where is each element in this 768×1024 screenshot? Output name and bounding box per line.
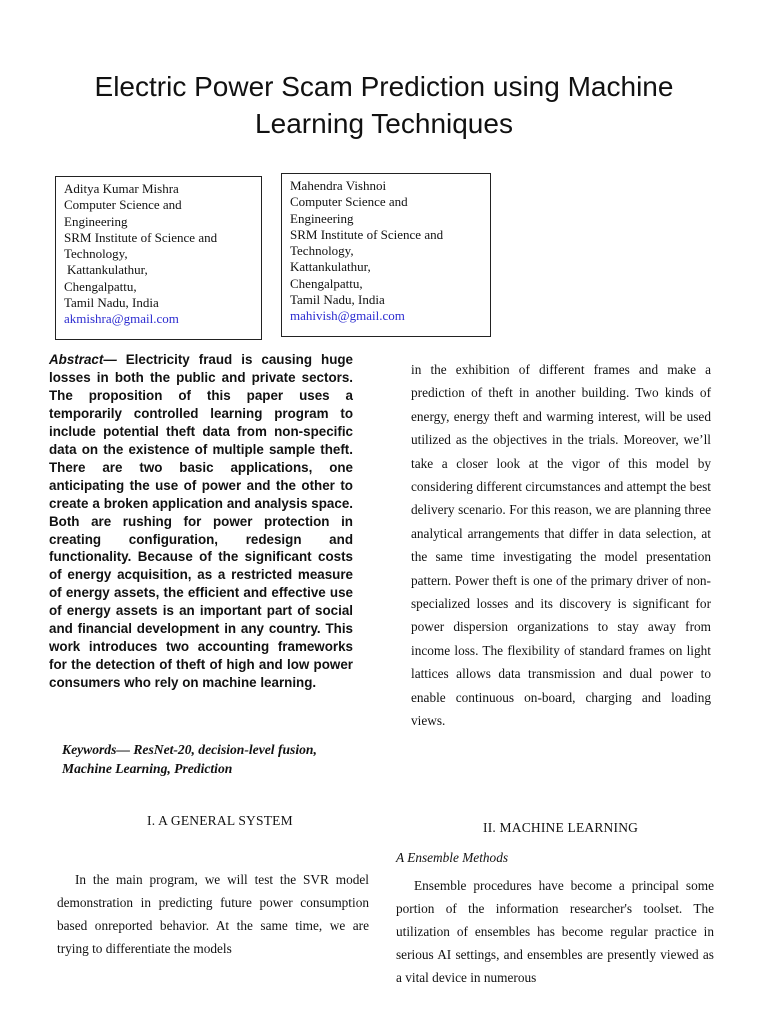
author-affiliation-box [281,173,491,337]
column-body-continued: in the exhibition of different frames and make a prediction of theft in another building. Two kinds of energy, energy theft and warming interest, will be used utilized as the objectives in the trials. Moreover, we’ll take a closer look at the vigor of this model by considering different circumstances and attempt the best delivery scenario. For this reason, we are planning three analytical arrangements that differ in data selection, at the same time investigating the model presentation pattern. Power theft is one of the primary driver of non-specialized losses and its discovery is significant for power dispersion organizations to stay away from income loss. The flexibility of standard frames on light lattices allows data transmission and dual power to enable continuous on-board, charging and loading views. [411,362,711,729]
author-district: Chengalpattu, [290,275,363,291]
author-affiliation-box [55,176,262,340]
paper-title: Electric Power Scam Prediction using Machine Learning Techniques [94,71,674,139]
author-institution: Technology, [64,246,128,262]
author-city: Kattankulathur, [67,262,148,278]
section-body-general-system: In the main program, we will test the SVR model demonstration in predicting future power consumption based onreported behavior. At the same time, we are trying to differentiate the models [57,872,369,957]
author-email[interactable]: akmishra@gmail.com [64,311,179,327]
author-department: Engineering [290,210,354,226]
author-department: Engineering [64,213,128,229]
author-department: Computer Science and [64,197,182,213]
author-email[interactable]: mahivish@gmail.com [290,308,405,324]
abstract [49,351,353,692]
author-name: Aditya Kumar Mishra [64,181,179,196]
abstract-lead: Abstract— [49,352,117,367]
author-institution: Technology, [290,243,354,259]
section-body-ensemble-methods: Ensemble procedures have become a principal some portion of the information researcher's toolset. The utilization of ensembles has become regular practice in serious AI settings, and ensembles are presently viewed as a vital device in numerous [396,878,714,986]
section-heading-general-system: I. A GENERAL SYSTEM [147,813,293,828]
keywords: Keywords— ResNet-20, decision-level fusion, Machine Learning, Prediction [62,742,317,776]
author-department: Computer Science and [290,194,408,210]
author-state: Tamil Nadu, India [64,295,159,311]
subsection-heading-ensemble-methods: A Ensemble Methods [396,850,509,865]
abstract-text: Electricity fraud is causing huge losses in both the public and private sectors. The proposition of this paper uses a temporarily controlled learning program to include potential theft data from non-specific data on the existence of multiple sample theft. There are two basic applications, one anticipating the use of power and the other to create a broken application and analysis space. Both are rushing for power protection in creating configuration, redesign and functionality. Because of the significant costs of energy acquisition, as a restricted measure of energy assets, the efficient and effective use of energy assets is an important part of social and financial development in any country. This work introduces two accounting frameworks for the detection of theft of high and low power consumers who rely on machine learning. [49,352,353,691]
author-state: Tamil Nadu, India [290,292,385,308]
author-institution: SRM Institute of Science and [64,229,218,245]
section-heading-machine-learning: II. MACHINE LEARNING [483,820,639,835]
author-city: Kattankulathur, [290,259,371,275]
author-district: Chengalpattu, [64,278,137,294]
author-name: Mahendra Vishnoi [290,178,387,193]
author-institution: SRM Institute of Science and [290,226,444,242]
